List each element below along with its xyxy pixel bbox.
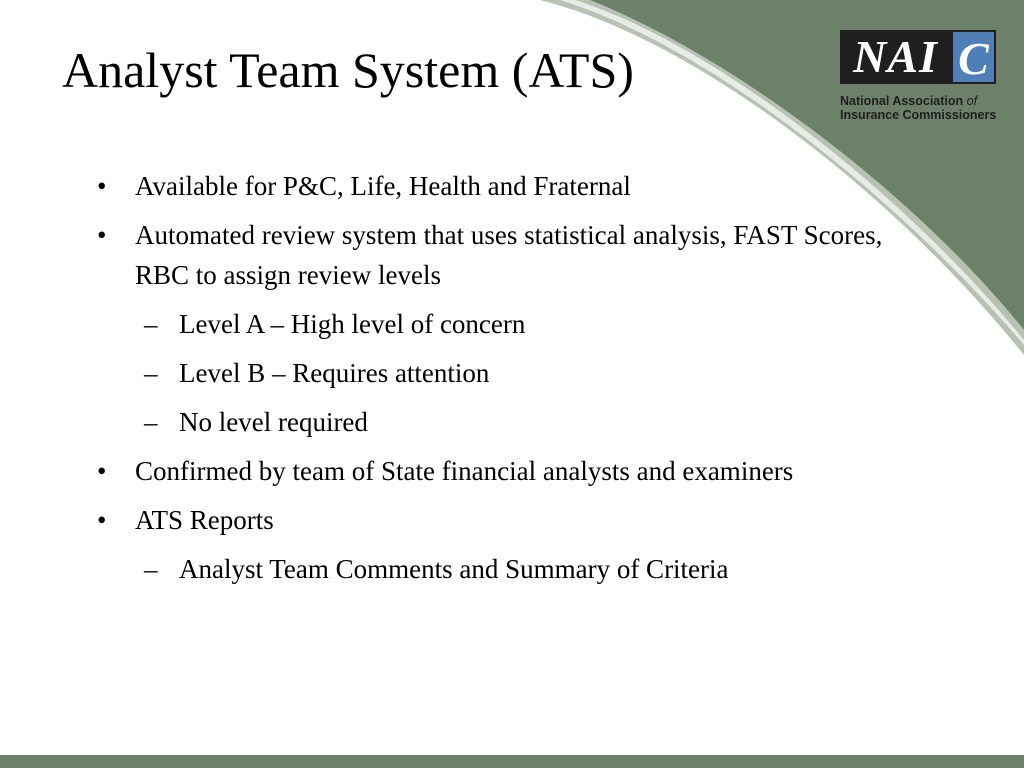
list-item bbox=[144, 402, 917, 442]
list-item-text: Analyst Team Comments and Summary of Criteria bbox=[179, 554, 729, 584]
list-item-text: Confirmed by team of State financial analysts and examiners bbox=[135, 456, 794, 486]
naic-logo bbox=[840, 30, 1000, 122]
logo-line-1-of: of bbox=[966, 94, 978, 108]
list-item-text: Level B – Requires attention bbox=[179, 358, 490, 388]
dash-marker: – bbox=[144, 407, 158, 437]
bullet-marker: • bbox=[97, 505, 107, 535]
logo-line-1 bbox=[840, 94, 1000, 108]
logo-line-2: Insurance Commissioners bbox=[840, 108, 997, 122]
list-item bbox=[144, 304, 917, 344]
list-item bbox=[144, 549, 917, 589]
list-item bbox=[97, 451, 917, 491]
logo-mark bbox=[840, 30, 996, 84]
list-item bbox=[144, 353, 917, 393]
bullet-marker: • bbox=[97, 456, 107, 486]
dash-marker: – bbox=[144, 309, 158, 339]
logo-c-letter: C bbox=[951, 30, 996, 84]
bottom-band bbox=[0, 755, 1024, 768]
bullet-marker: • bbox=[97, 171, 107, 201]
bullet-list bbox=[97, 166, 917, 598]
bullet-marker: • bbox=[97, 220, 107, 250]
list-item bbox=[97, 215, 917, 295]
list-item-text: No level required bbox=[179, 407, 368, 437]
list-item-text: Automated review system that uses statistical analysis, FAST Scores, RBC to assign review levels bbox=[135, 220, 883, 290]
slide-title: Analyst Team System (ATS) bbox=[62, 42, 634, 98]
logo-naic-letters: NAI bbox=[840, 30, 951, 84]
list-item bbox=[97, 166, 917, 206]
list-item-text: Available for P&C, Life, Health and Fraternal bbox=[135, 171, 631, 201]
list-item bbox=[97, 500, 917, 540]
list-item-text: Level A – High level of concern bbox=[179, 309, 526, 339]
logo-line-1-text: National Association bbox=[840, 94, 964, 108]
list-item-text: ATS Reports bbox=[135, 505, 274, 535]
dash-marker: – bbox=[144, 554, 158, 584]
dash-marker: – bbox=[144, 358, 158, 388]
